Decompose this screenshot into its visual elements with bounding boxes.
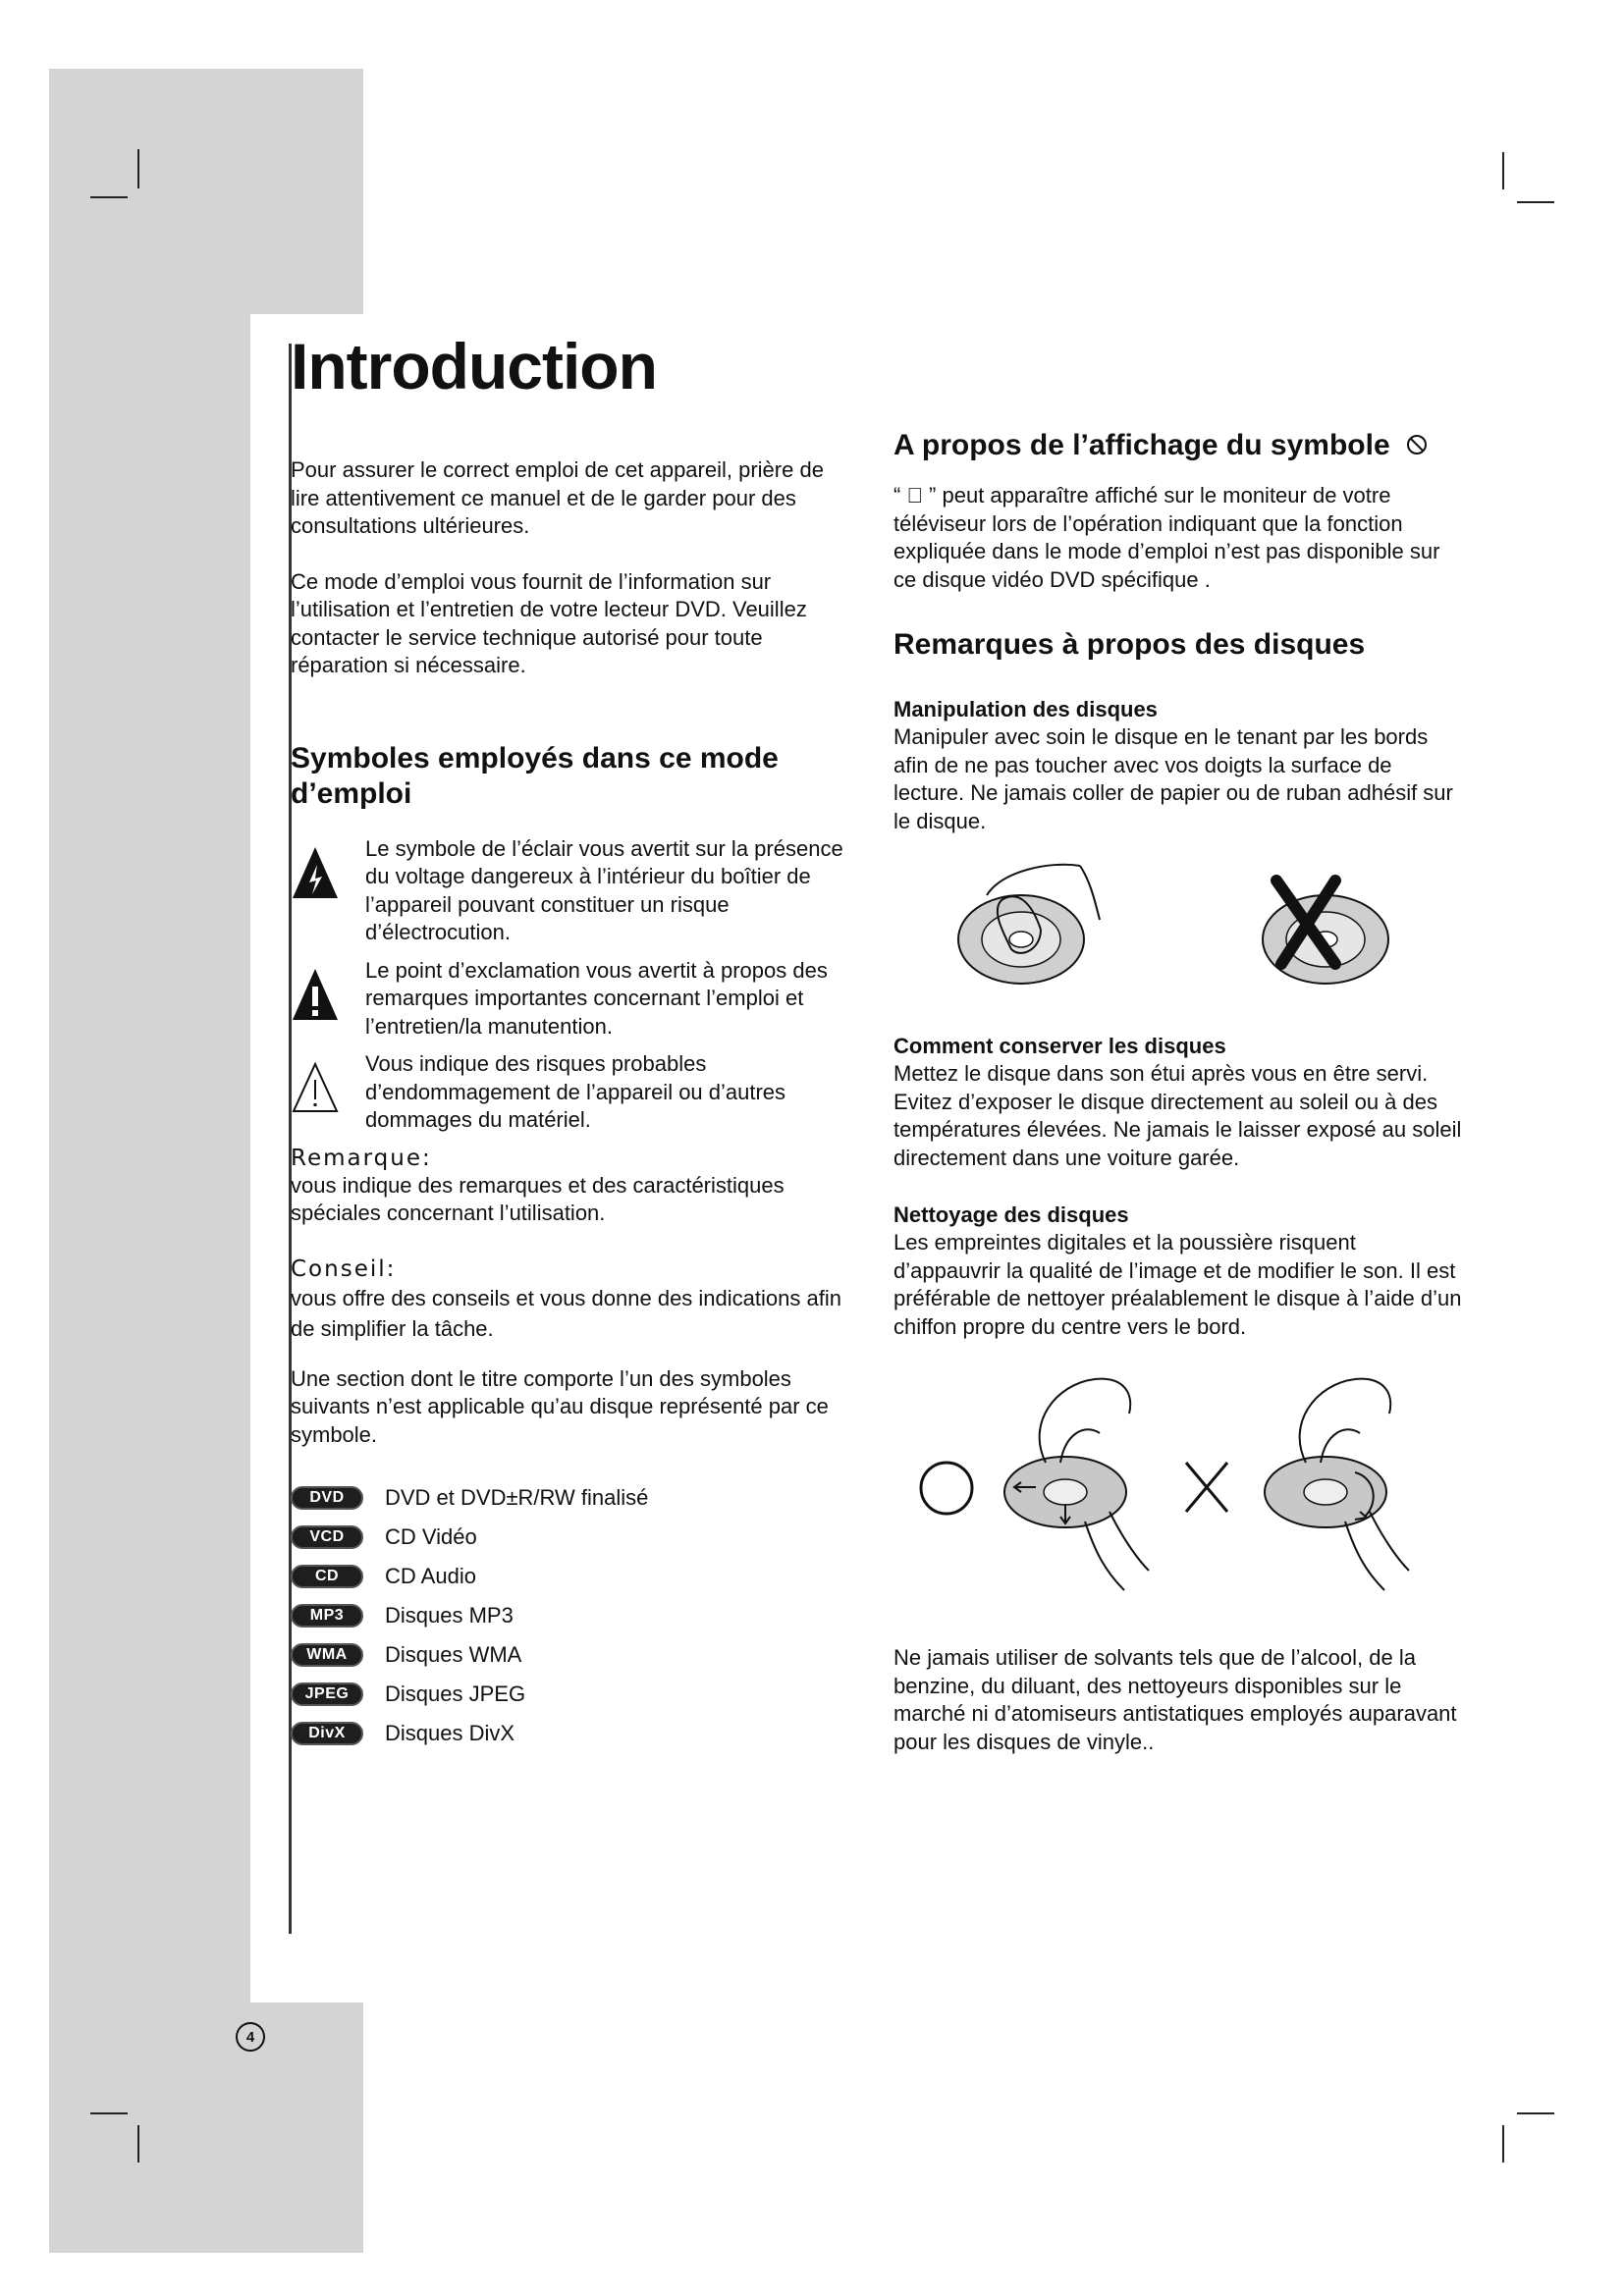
symbol-heading-text: A propos de l’affichage du symbole: [893, 429, 1390, 461]
disc-type-item: [291, 1675, 855, 1714]
incorrect-cleaning-disc: [1265, 1379, 1409, 1590]
right-column: [893, 428, 1463, 1756]
handling-heading: Manipulation des disques: [893, 697, 1158, 722]
page-title: Introduction: [291, 330, 657, 402]
disc-type-label: DVD et DVD±R/RW finalisé: [385, 1485, 649, 1510]
crop-mark: [90, 2112, 128, 2114]
disc-badge-icon: WMA: [291, 1643, 363, 1667]
symbol-text: “ ⃠ ” peut apparaître affiché sur le moniteur de votre téléviseur lors de l’opération indiquant que la fonction expliquée dans le mode d’emploi n’est pas disponible sur ce disque vidéo DVD spécifique .: [893, 483, 1440, 592]
disc-type-list: [291, 1478, 855, 1753]
disc-type-label: Disques WMA: [385, 1642, 522, 1667]
page-number: 4: [236, 2022, 265, 2052]
disc-handling-illustration: [893, 853, 1463, 1025]
lightning-text: Le symbole de l’éclair vous avertit sur la présence du voltage dangereux à l’intérieur du boîtier de l’appareil pouvant constituer un risque d’électrocution.: [365, 835, 843, 944]
storing-text: Mettez le disque dans son étui après vous en être servi. Evitez d’exposer le disque directement au soleil ou à des températures élevées. Ne jamais le laisser exposé au soleil directement dans une voiture garée.: [893, 1061, 1462, 1170]
crop-mark: [1517, 2112, 1554, 2114]
margin-band-left: [49, 314, 250, 2002]
incorrect-handling-disc: [1263, 881, 1388, 984]
remarque-text: vous indique des remarques et des caractéristiques spéciales concernant l’utilisation.: [291, 1172, 785, 1225]
disc-type-item: [291, 1635, 855, 1675]
disc-type-item: [291, 1596, 855, 1635]
lightning-warning-icon: [291, 845, 346, 905]
disc-cleaning-illustration: [893, 1374, 1463, 1605]
crop-mark: [137, 149, 139, 188]
incorrect-mark-icon: [1186, 1463, 1227, 1512]
crop-mark: [1502, 2125, 1504, 2163]
margin-band-bottom: [49, 2002, 363, 2253]
crop-mark: [137, 2125, 139, 2163]
handling-text: Manipuler avec soin le disque en le tenant par les bords afin de ne pas toucher avec vos doigts la surface de lecture. Ne jamais coller de papier ou de ruban adhésif sur le disque.: [893, 724, 1453, 833]
exclamation-symbol-row: [291, 957, 855, 1041]
disc-type-item: [291, 1518, 855, 1557]
disc-badge-icon: JPEG: [291, 1682, 363, 1706]
cleaning-heading: Nettoyage des disques: [893, 1202, 1129, 1228]
disc-badge-icon: DivX: [291, 1722, 363, 1745]
disc-type-label: Disques JPEG: [385, 1682, 526, 1706]
correct-mark-icon: [921, 1463, 972, 1514]
disc-type-item: [291, 1557, 855, 1596]
margin-band-top: [49, 69, 363, 314]
discs-heading: Remarques à propos des disques: [893, 628, 1366, 662]
solvent-warning-text: Ne jamais utiliser de solvants tels que de l’alcool, de la benzine, du diluant, des nettoyeurs disponibles sur le marché ni d’atomiseurs antistatiques employés auparavant pour les disques de vinyle..: [893, 1645, 1457, 1754]
disc-type-label: CD Vidéo: [385, 1524, 477, 1549]
symbol-heading: [893, 428, 1463, 464]
disc-type-label: CD Audio: [385, 1564, 476, 1588]
disc-badge-icon: VCD: [291, 1525, 363, 1549]
remarque-label: Remarque:: [291, 1145, 432, 1171]
caution-symbol-row: [291, 1050, 855, 1135]
intro-paragraph: Ce mode d’emploi vous fournit de l’information sur l’utilisation et l’entretien de votre lecteur DVD. Veuillez contacter le service technique autorisé pour toute réparation si nécessaire.: [291, 568, 807, 677]
left-column: [291, 456, 855, 1753]
exclamation-warning-icon: [291, 967, 346, 1027]
crop-mark: [1517, 201, 1554, 203]
caution-icon: [291, 1060, 346, 1120]
conseil-label: Conseil:: [291, 1255, 397, 1282]
correct-cleaning-disc: [1004, 1379, 1149, 1590]
intro-paragraph: Pour assurer le correct emploi de cet appareil, prière de lire attentivement ce manuel et de le garder pour des consultations ultérieures.: [291, 457, 824, 538]
disc-badge-icon: DVD: [291, 1486, 363, 1510]
crop-mark: [90, 196, 128, 198]
disc-type-label: Disques DivX: [385, 1721, 515, 1745]
cleaning-text: Les empreintes digitales et la poussière risquent d’appauvrir la qualité de l’image et de modifier le son. Il est préférable de nettoyer préalablement le disque à l’aide d’un chiffon propre du centre vers le bord.: [893, 1230, 1462, 1339]
section-text: Une section dont le titre comporte l’un des symboles suivants n’est applicable qu’au disque représenté par ce symbole.: [291, 1365, 829, 1447]
crop-mark: [1502, 152, 1504, 189]
disc-badge-icon: MP3: [291, 1604, 363, 1628]
disc-badge-icon: CD: [291, 1565, 363, 1588]
conseil-text: vous offre des conseils et vous donne des indications afin de simplifier la tâche.: [291, 1285, 841, 1341]
disc-type-label: Disques MP3: [385, 1603, 514, 1628]
symbols-heading: Symboles employés dans ce mode d’emploi: [291, 741, 779, 810]
caution-text: Vous indique des risques probables d’endommagement de l’appareil ou d’autres dommages du matériel.: [365, 1051, 786, 1132]
disc-type-item: [291, 1714, 855, 1753]
prohibited-icon: [1406, 429, 1428, 464]
storing-heading: Comment conserver les disques: [893, 1034, 1226, 1059]
exclamation-text: Le point d’exclamation vous avertit à propos des remarques importantes concernant l’emploi et l’entretien/la manutention.: [365, 957, 828, 1039]
lightning-symbol-row: [291, 835, 855, 947]
correct-handling-disc: [958, 865, 1100, 984]
disc-type-item: [291, 1478, 855, 1518]
